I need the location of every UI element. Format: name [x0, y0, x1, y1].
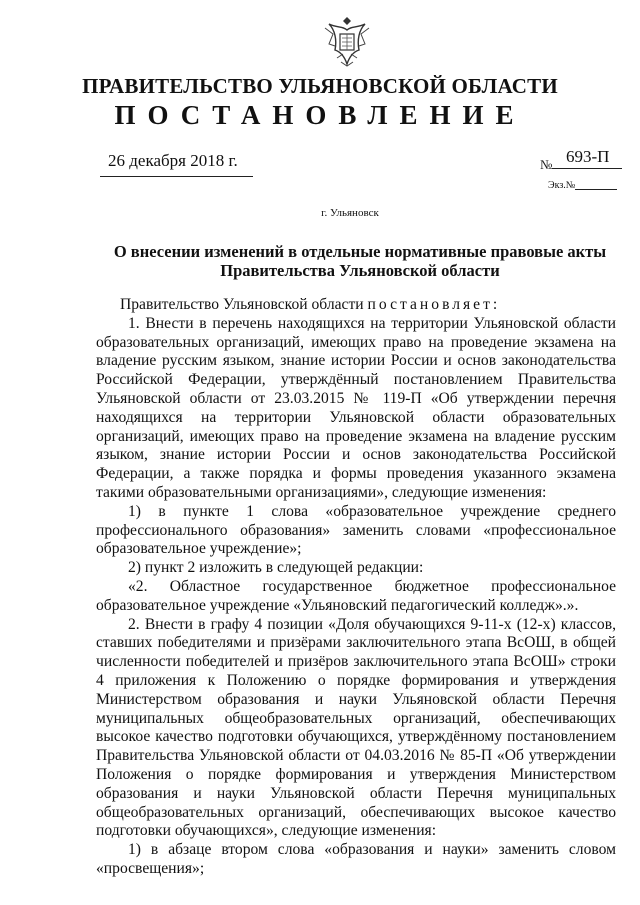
paragraph: 2. Внести в графу 4 позиции «Доля обучающихся 9-11-х (12-х) классов, ставших победителями и призёрами заключительного этапа ВсОШ, в общей численности победителей и призёров заключительного этапа ВсОШ» строки 4 приложения к Положению о порядке формирования и утверждения Министерством образования и науки Ульяновской области Перечня муниципальных общеобразовательных организаций, обеспечивающих высокое качество подготовки обучающихся, утверждённому постановлением Правительства Ульяновской области от 04.03.2016 № 85-П «Об утверждении Положения о порядке формирования и утверждения Министерством образования и науки Ульяновской области Перечня муниципальных общеобразовательных организаций, обеспечивающих высокое качество подготовки обучающихся», следующие изменения:	[96, 615, 616, 840]
paragraph: 1) в абзаце втором слова «образования и науки» заменить словом «просвещения»;	[96, 841, 616, 877]
intro-colon: :	[492, 296, 498, 313]
document-date: 26 декабря 2018 г.	[108, 151, 238, 170]
document-body	[96, 296, 616, 879]
subject-line-1: О внесении изменений в отдельные нормативные правовые акты	[113, 242, 607, 261]
coat-of-arms-icon	[323, 14, 371, 68]
paragraph: 1) в пункте 1 слова «образовательное учреждение среднего профессионального образования» заменить словами «профессиональное образовательное учреждение»;	[96, 502, 616, 558]
paragraph: «2. Областное государственное бюджетное профессиональное образовательное учреждение «Ульяновский педагогический колледж».».	[96, 577, 616, 614]
document-number: 693-П	[566, 147, 610, 166]
copy-number-underline	[575, 189, 617, 190]
government-title: ПРАВИТЕЛЬСТВО УЛЬЯНОВСКОЙ ОБЛАСТИ	[82, 74, 558, 98]
city: г. Ульяновск	[321, 207, 379, 219]
intro-text: Правительство Ульяновской области	[120, 296, 368, 313]
intro-verb: постановляет	[367, 296, 493, 313]
subject-line-2: Правительства Ульяновской области	[220, 261, 500, 280]
date-underline	[100, 176, 253, 177]
intro-paragraph	[96, 296, 616, 315]
document-type: ПОСТАНОВЛЕНИЕ	[114, 100, 526, 130]
paragraph: 1. Внести в перечень находящихся на территории Ульяновской области образовательных организаций, имеющих право на проведение экзамена на владение русским языком, знание истории России и основ законодательства Российской Федерации, утверждённый постановлением Правительства Ульяновской области от 23.03.2015 № 119-П «Об утверждении перечня находящихся на территории Ульяновской области образовательных организаций, имеющих право на проведение экзамена на владение русским языком, знание истории России и основ законодательства Российской Федерации, а также порядка и формы проведения указанного экзамена такими образовательными организациями», следующие изменения:	[96, 314, 616, 501]
paragraph: 2) пункт 2 изложить в следующей редакции:	[128, 559, 424, 577]
number-underline	[552, 168, 622, 169]
copy-number-label: Экз.№	[548, 180, 576, 191]
number-sign: №	[540, 157, 553, 172]
document-subject	[100, 242, 620, 280]
